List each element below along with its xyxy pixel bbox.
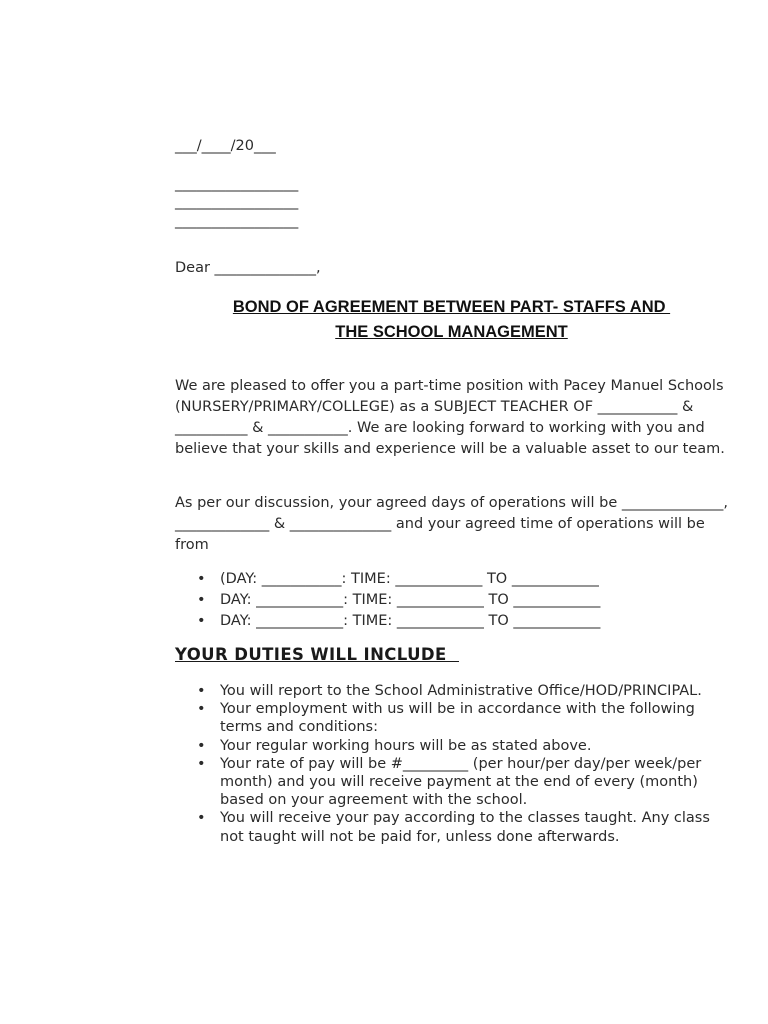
bullet-icon: •	[197, 592, 206, 608]
bullet-icon: •	[197, 701, 206, 718]
list-item	[175, 569, 735, 590]
schedule-item-1: (DAY: ___________: TIME: ____________ TO ____________	[220, 571, 599, 587]
bullet-icon: •	[197, 571, 206, 587]
duty-item-4: Your rate of pay will be #_________ (per hour/per day/per week/per month) and you will receive payment at the end of every (month) based on your agreement with the school.	[220, 755, 702, 809]
list-item	[175, 700, 735, 736]
duty-item-5: You will receive your pay according to the classes taught. Any class not taught will not be paid for, unless done afterwards.	[220, 810, 710, 845]
salutation: Dear ______________,	[175, 260, 321, 276]
bullet-icon: •	[197, 810, 206, 827]
title-line-1: BOND OF AGREEMENT BETWEEN PART- STAFFS AND	[232, 298, 671, 316]
bullet-icon: •	[197, 755, 206, 772]
title-line-2: THE SCHOOL MANAGEMENT	[335, 323, 568, 341]
duty-item-2: Your employment with us will be in accordance with the following terms and conditions:	[220, 701, 695, 736]
schedule-list	[175, 569, 735, 632]
duties-list	[175, 682, 735, 846]
address-line-3: _________________	[175, 213, 299, 229]
schedule-item-3: DAY: ____________: TIME: ____________ TO ____________	[220, 613, 601, 629]
address-line-1: _________________	[175, 176, 299, 192]
document-title	[175, 295, 728, 345]
bullet-icon: •	[197, 683, 206, 699]
list-item	[175, 611, 735, 632]
offer-paragraph: We are pleased to offer you a part-time position with Pacey Manuel Schools (NURSERY/PRIMARY/COLLEGE) as a SUBJECT TEACHER OF ___________ & __________ & ___________. We are looking forward to working with you and believe that your skills and experience will be a valuable asset to our team.	[175, 378, 725, 457]
schedule-paragraph: As per our discussion, your agreed days of operations will be ______________, _____________ & ______________ and your agreed time of operations will be from	[175, 495, 728, 553]
schedule-item-2: DAY: ____________: TIME: ____________ TO ____________	[220, 592, 601, 608]
list-item	[175, 737, 735, 755]
list-item	[175, 682, 735, 700]
duty-item-3: Your regular working hours will be as stated above.	[220, 737, 592, 754]
list-item	[175, 809, 735, 845]
list-item	[175, 755, 735, 810]
duty-item-1: You will report to the School Administrative Office/HOD/PRINCIPAL.	[220, 683, 702, 699]
bullet-icon: •	[197, 613, 206, 629]
duties-heading: YOUR DUTIES WILL INCLUDE	[175, 645, 459, 664]
date-line: ___/____/20___	[175, 138, 276, 154]
address-line-2: _________________	[175, 194, 299, 210]
bullet-icon: •	[197, 737, 206, 754]
list-item	[175, 590, 735, 611]
